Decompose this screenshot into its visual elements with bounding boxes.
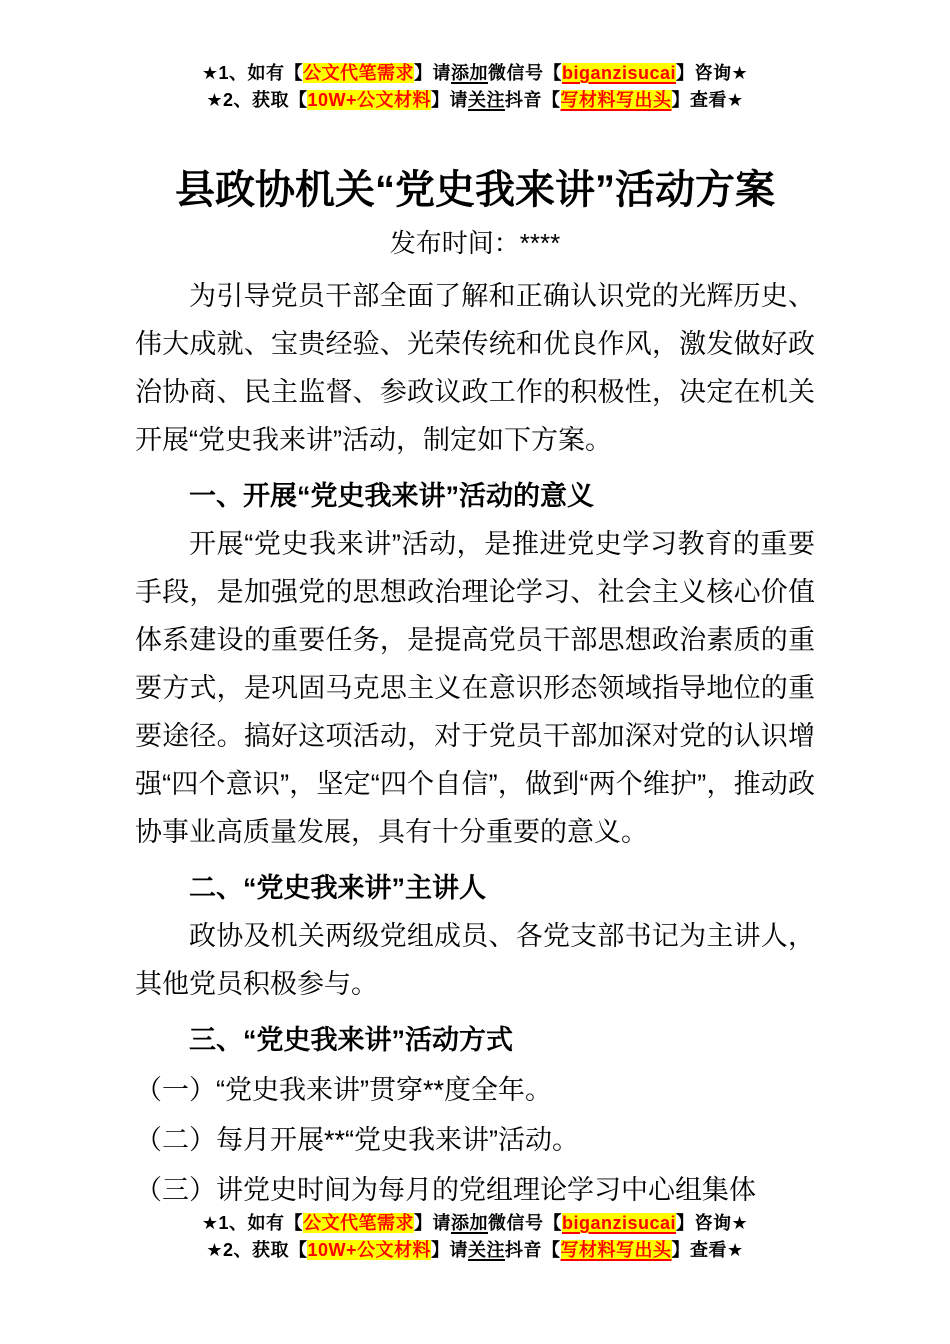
promo-segment-plain: ★2、获取【 (206, 90, 308, 110)
promo-segment-plain: 】请 (431, 90, 469, 110)
body-paragraph: 政协及机关两级党组成员、各党支部书记为主讲人，其他党员积极参与。 (135, 921, 815, 999)
list-item: （一）“党史我来讲”贯穿**度全年。 (135, 1075, 552, 1105)
promo-segment-underline-black: 关注 (468, 90, 506, 110)
promo-segment-plain: 】请 (431, 1240, 469, 1260)
promo-banner-top (0, 0, 950, 114)
promo-segment-highlight-red: 10W+公文材料 (307, 1240, 432, 1260)
promo-segment-highlight-red-underline: 写材料写出头 (560, 90, 672, 110)
document-title: 县政协机关“党史我来讲”活动方案 (175, 168, 775, 212)
promo-segment-highlight-red: 公文代笔需求 (302, 63, 414, 83)
promo-segment-plain: 】咨询★ (676, 1213, 749, 1233)
promo-segment-plain: ★1、如有【 (201, 1213, 303, 1233)
promo-line (0, 1210, 950, 1237)
body-paragraph: 开展“党史我来讲”活动，是推进党史学习教育的重要手段，是加强党的思想政治理论学习、社会主义核心价值体系建设的重要任务，是提高党员干部思想政治素质的重要方式，是巩固马克思主义在意识形态领域指导地位的重要途径。搞好这项活动，对于党员干部加深对党的认识增强“四个意识”，坚定“四个自信”，做到“两个维护”，推动政协事业高质量发展，具有十分重要的意义。 (135, 529, 815, 847)
promo-segment-plain: 】查看★ (671, 90, 744, 110)
section-heading: 一、开展“党史我来讲”活动的意义 (189, 481, 594, 511)
promo-segment-highlight-red-underline: 写材料写出头 (560, 1240, 672, 1260)
publish-date-line: 发布时间：**** (389, 228, 561, 258)
section-heading: 二、“党史我来讲”主讲人 (189, 873, 486, 903)
promo-line (0, 87, 950, 114)
promo-segment-underline-black: 关注 (468, 1240, 506, 1260)
promo-segment-plain: 】查看★ (671, 1240, 744, 1260)
promo-segment-highlight-red: 公文代笔需求 (302, 1213, 414, 1233)
promo-segment-plain: 】咨询★ (676, 63, 749, 83)
promo-segment-plain: 微信号【 (487, 63, 562, 83)
promo-segment-plain: 微信号【 (487, 1213, 562, 1233)
promo-segment-highlight-red-underline: biganzisucai (561, 63, 677, 83)
list-item: （二）每月开展**“党史我来讲”活动。 (135, 1125, 579, 1155)
promo-segment-underline-black: 添加 (450, 63, 488, 83)
promo-segment-plain: ★2、获取【 (206, 1240, 308, 1260)
promo-segment-plain: 抖音【 (505, 1240, 561, 1260)
promo-segment-plain: ★1、如有【 (201, 63, 303, 83)
promo-line (0, 1237, 950, 1264)
promo-segment-highlight-red-underline: biganzisucai (561, 1213, 677, 1233)
promo-segment-underline-black: 添加 (450, 1213, 488, 1233)
promo-line (0, 60, 950, 87)
section-heading: 三、“党史我来讲”活动方式 (189, 1025, 513, 1055)
document-body (0, 258, 950, 1214)
promo-segment-plain: 】请 (413, 63, 451, 83)
promo-segment-plain: 】请 (413, 1213, 451, 1233)
promo-segment-plain: 抖音【 (505, 90, 561, 110)
promo-banner-bottom (0, 1210, 950, 1264)
promo-segment-highlight-red: 10W+公文材料 (307, 90, 432, 110)
list-item: （三）讲党史时间为每月的党组理论学习中心组集体 (135, 1175, 756, 1205)
body-paragraph: 为引导党员干部全面了解和正确认识党的光辉历史、伟大成就、宝贵经验、光荣传统和优良作风，激发做好政治协商、民主监督、参政议政工作的积极性，决定在机关开展“党史我来讲”活动，制定如下方案。 (135, 281, 815, 455)
